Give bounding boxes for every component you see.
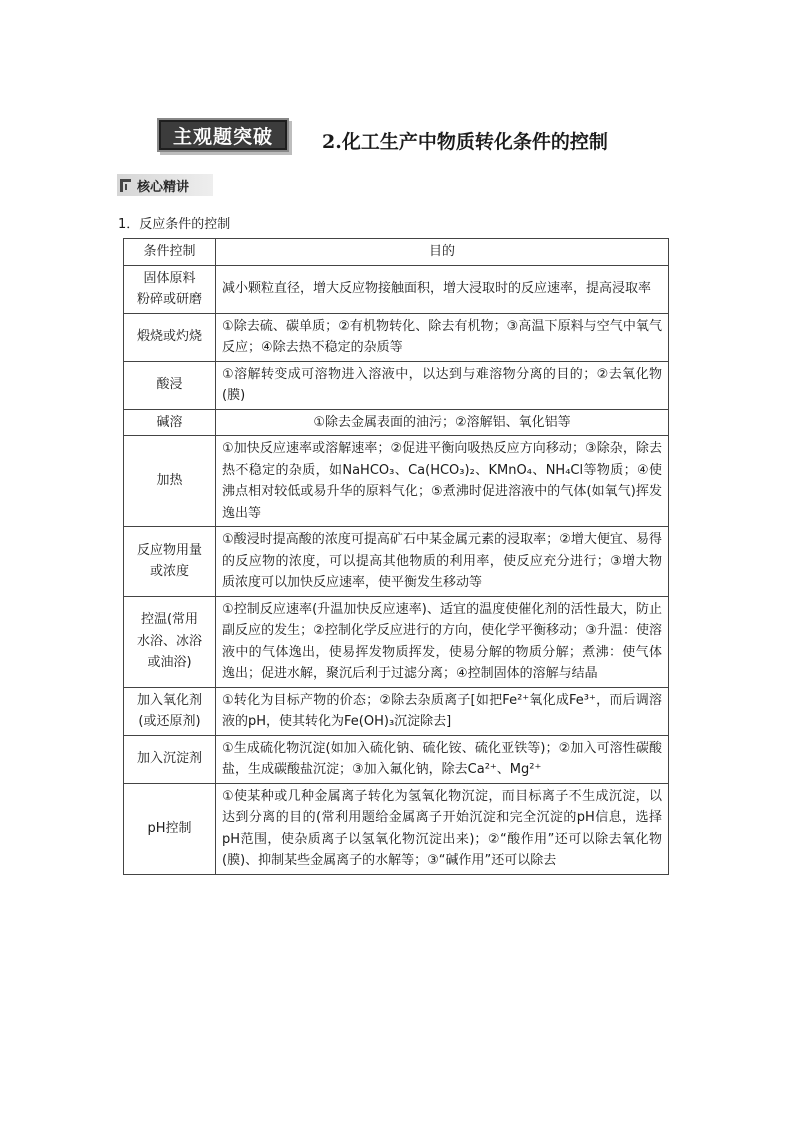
purpose-cell: ①生成硫化物沉淀(如加入硫化钠、硫化铵、硫化亚铁等)；②加入可溶性碳酸盐，生成碳酸盐沉淀；③加入氟化钠，除去Ca²⁺、Mg²⁺ (216, 735, 669, 783)
table-row (124, 735, 669, 783)
condition-cell: 煅烧或灼烧 (124, 313, 216, 361)
section-banner (157, 118, 289, 152)
purpose-cell: ①控制反应速率(升温加快反应速率)、适宜的温度使催化剂的活性最大，防止副反应的发生；②控制化学反应进行的方向，使化学平衡移动；③升温：使溶液中的气体逸出，使易挥发物质挥发，使易分解的物质分解；煮沸：使气体逸出；促进水解，聚沉后利于过滤分离；④控制固体的溶解与结晶 (216, 596, 669, 687)
conditions-table (123, 238, 669, 875)
condition-cell: 反应物用量 或浓度 (124, 527, 216, 597)
subheading: 1．反应条件的控制 (118, 217, 231, 232)
table-row (124, 436, 669, 527)
condition-cell: 碱溶 (124, 409, 216, 436)
purpose-cell: ①使某种或几种金属离子转化为氢氧化物沉淀，而目标离子不生成沉淀，以达到分离的目的(常利用题给金属离子开始沉淀和完全沉淀的pH信息，选择pH范围，使杂质离子以氢氧化物沉淀出来)；②“酸作用”还可以除去氧化物(膜)、抑制某些金属离子的水解等；③“碱作用”还可以除去 (216, 783, 669, 874)
condition-cell: pH控制 (124, 783, 216, 874)
section-label: 核心精讲 (137, 179, 190, 195)
purpose-cell: ①溶解转变成可溶物进入溶液中，以达到与难溶物分离的目的；②去氧化物(膜) (216, 361, 669, 409)
table-row (124, 361, 669, 409)
table-row (124, 596, 669, 687)
purpose-cell: ①酸浸时提高酸的浓度可提高矿石中某金属元素的浸取率；②增大便宜、易得的反应物的浓度，可以提高其他物质的利用率，使反应充分进行；③增大物质浓度可以加快反应速率，使平衡发生移动等 (216, 527, 669, 597)
condition-cell: 固体原料 粉碎或研磨 (124, 265, 216, 313)
table-row (124, 313, 669, 361)
column-header-purpose: 目的 (216, 239, 669, 266)
bracket-icon (120, 179, 131, 192)
section-heading (117, 174, 213, 196)
condition-cell: 加热 (124, 436, 216, 527)
purpose-cell: ①加快反应速率或溶解速率；②促进平衡向吸热反应方向移动；③除杂，除去热不稳定的杂质，如NaHCO₃、Ca(HCO₃)₂、KMnO₄、NH₄Cl等物质；④使沸点相对较低或易升华的原料气化；⑤煮沸时促进溶液中的气体(如氧气)挥发逸出等 (216, 436, 669, 527)
table-row (124, 265, 669, 313)
condition-cell: 控温(常用 水浴、冰浴 或油浴) (124, 596, 216, 687)
condition-cell: 加入沉淀剂 (124, 735, 216, 783)
purpose-cell: 减小颗粒直径，增大反应物接触面积，增大浸取时的反应速率，提高浸取率 (216, 265, 669, 313)
table-row (124, 409, 669, 436)
condition-cell: 加入氧化剂 (或还原剂) (124, 687, 216, 735)
purpose-cell: ①转化为目标产物的价态；②除去杂质离子[如把Fe²⁺氧化成Fe³⁺，而后调溶液的pH，使其转化为Fe(OH)₃沉淀除去] (216, 687, 669, 735)
table-row (124, 687, 669, 735)
purpose-cell: ①除去硫、碳单质；②有机物转化、除去有机物；③高温下原料与空气中氧气反应；④除去热不稳定的杂质等 (216, 313, 669, 361)
page-title: 2.化工生产中物质转化条件的控制 (322, 131, 608, 153)
banner-label: 主观题突破 (172, 125, 273, 148)
table-row (124, 527, 669, 597)
table-row (124, 783, 669, 874)
table-header-row (124, 239, 669, 266)
condition-cell: 酸浸 (124, 361, 216, 409)
column-header-condition: 条件控制 (124, 239, 216, 266)
purpose-cell: ①除去金属表面的油污；②溶解铝、氧化铝等 (216, 409, 669, 436)
